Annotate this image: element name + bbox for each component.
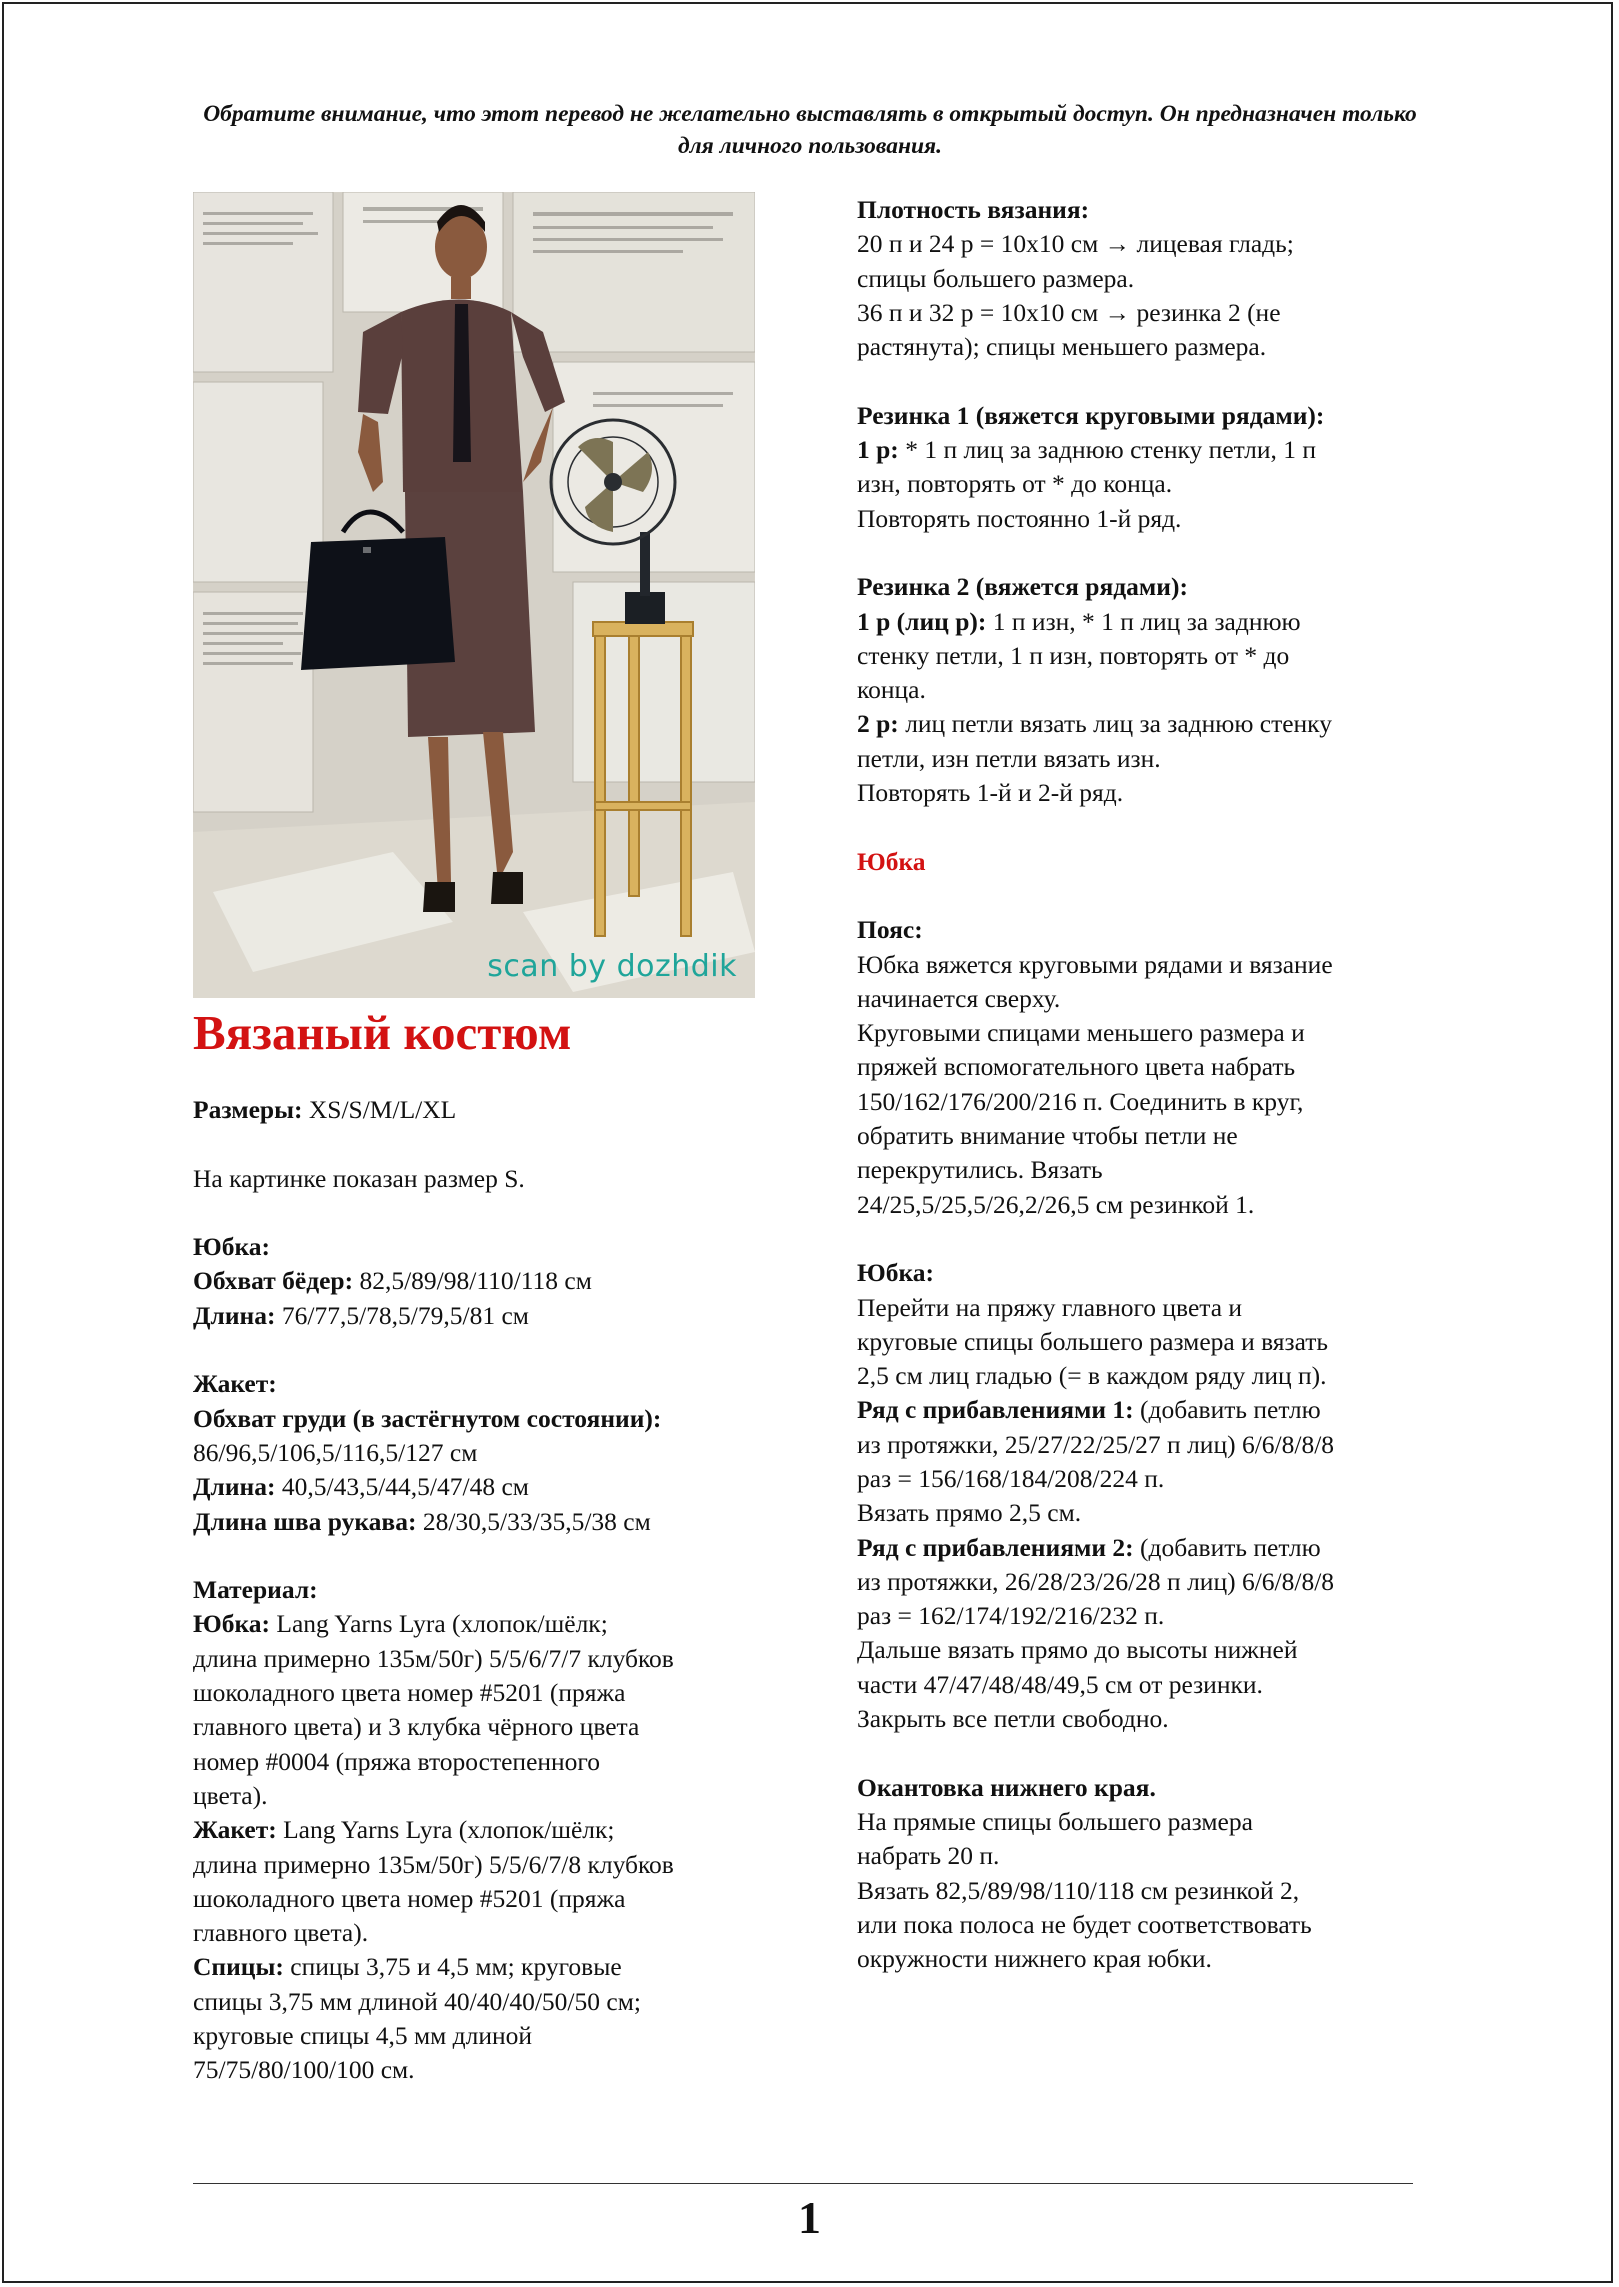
material-skirt-text: длина примерно 135м/50г) 5/5/6/7/7 клубков <box>193 1643 674 1673</box>
bust-label: Обхват груди (в застёгнутом состоянии): <box>193 1403 662 1433</box>
rib1-heading: Резинка 1 (вяжется круговыми рядами): <box>857 400 1325 430</box>
photo-illustration <box>193 192 755 998</box>
translation-notice: Обратите внимание, что этот перевод не желательно выставлять в открытый доступ. Он предназначен только для личного пользования. <box>203 101 1417 159</box>
sizes-label: Размеры: <box>193 1095 303 1124</box>
edge-text: Вязать 82,5/89/98/110/118 см резинкой 2, <box>857 1875 1300 1905</box>
waist-text: обратить внимание чтобы петли не <box>857 1121 1238 1151</box>
needles-text: 75/75/80/100/100 см. <box>193 2055 415 2085</box>
rib2-text: 1 п изн, * 1 п лиц за заднюю <box>986 606 1301 636</box>
page-title: Вязаный костюм <box>193 1005 572 1060</box>
increase-row-2 <box>857 1531 1427 1565</box>
gauge-text: растянута); спицы меньшего размера. <box>857 332 1267 362</box>
needles-text: спицы 3,75 и 4,5 мм; круговые <box>283 1952 622 1982</box>
material-heading: Материал: <box>193 1575 318 1605</box>
gauge-heading: Плотность вязания: <box>857 195 1090 224</box>
left-column <box>193 1093 793 2088</box>
sleeve-line <box>193 1505 793 1539</box>
gauge-text: 36 п и 32 р = 10х10 см → резинка 2 (не <box>857 297 1281 327</box>
waist-text: 24/25,5/25,5/26,2/26,5 см резинкой 1. <box>857 1189 1255 1219</box>
hips-value: 82,5/89/98/110/118 см <box>353 1266 592 1296</box>
waist-text: пряжей вспомогательного цвета набрать <box>857 1052 1296 1082</box>
scan-credit: scan by dozhdik <box>487 949 737 984</box>
rib2-repeat: Повторять 1-й и 2-й ряд. <box>857 778 1124 808</box>
skirt-heading: Юбка: <box>193 1232 271 1262</box>
increase-row-2-label: Ряд с прибавлениями 2: <box>857 1532 1134 1562</box>
increase-text: (добавить петлю <box>1133 1395 1321 1425</box>
skirt-text: 2,5 см лиц гладью (= в каждом ряду лиц п). <box>857 1361 1327 1391</box>
jacket-length-line <box>193 1470 793 1504</box>
waist-text: Юбка вяжется круговыми рядами и вязание <box>857 949 1333 979</box>
waist-text: начинается сверху. <box>857 983 1061 1013</box>
material-skirt-text: главного цвета) и 3 клубка чёрного цвета <box>193 1712 640 1742</box>
increase-text: из протяжки, 26/28/23/26/28 п лиц) 6/6/8/8/8 <box>857 1566 1335 1596</box>
shown-size: На картинке показан размер S. <box>193 1163 525 1193</box>
skirt-length-label: Длина: <box>193 1300 276 1330</box>
material-skirt-text: цвета). <box>193 1780 268 1810</box>
model-photo <box>193 192 755 998</box>
material-skirt <box>193 1607 793 1641</box>
continue-text: части 47/47/48/48/49,5 см от резинки. <box>857 1669 1263 1699</box>
material-skirt-text: шоколадного цвета номер #5201 (пряжа <box>193 1678 626 1708</box>
sizes-line <box>193 1093 793 1127</box>
edge-heading: Окантовка нижнего края. <box>857 1772 1156 1802</box>
material-jacket-text: Lang Yarns Lyra (хлопок/шёлк; <box>276 1815 615 1845</box>
footer-rule <box>193 2183 1413 2184</box>
needles <box>193 1950 793 1984</box>
material-skirt-label: Юбка: <box>193 1609 271 1639</box>
bust-value: 86/96,5/106,5/116,5/127 см <box>193 1437 478 1467</box>
rib2-row2 <box>857 707 1427 741</box>
rib2-row1-label: 1 р (лиц р): <box>857 606 987 636</box>
rib1-row1-label: 1 р: <box>857 435 899 465</box>
skirt-section-heading: Юбка <box>857 846 926 876</box>
material-jacket-text: длина примерно 135м/50г) 5/5/6/7/8 клубков <box>193 1849 674 1879</box>
right-column <box>857 193 1427 1976</box>
waist-text: перекрутились. Вязать <box>857 1155 1103 1185</box>
continue-text: Закрыть все петли свободно. <box>857 1704 1169 1734</box>
edge-text: или пока полоса не будет соответствовать <box>857 1909 1312 1939</box>
material-skirt-text: Lang Yarns Lyra (хлопок/шёлк; <box>270 1609 608 1639</box>
rib1-repeat: Повторять постоянно 1-й ряд. <box>857 503 1182 533</box>
gauge-text: 20 п и 24 р = 10х10 см → лицевая гладь; <box>857 229 1294 259</box>
waist-text: 150/162/176/200/216 п. Соединить в круг, <box>857 1086 1304 1116</box>
skirt-text: круговые спицы большего размера и вязать <box>857 1326 1329 1356</box>
rib2-row1 <box>857 605 1427 639</box>
hips-label: Обхват бёдер: <box>193 1266 354 1296</box>
sleeve-value: 28/30,5/33/35,5/38 см <box>416 1506 651 1536</box>
jacket-length-value: 40,5/43,5/44,5/47/48 см <box>275 1472 529 1502</box>
needles-label: Спицы: <box>193 1952 284 1982</box>
material-jacket-label: Жакет: <box>193 1815 277 1845</box>
rib1-text: * 1 п лиц за заднюю стенку петли, 1 п <box>898 435 1317 465</box>
continue-text: Дальше вязать прямо до высоты нижней <box>857 1635 1298 1665</box>
rib2-text: петли, изн петли вязать изн. <box>857 743 1161 773</box>
rib2-text: стенку петли, 1 п изн, повторять от * до <box>857 640 1290 670</box>
edge-text: окружности нижнего края юбки. <box>857 1944 1212 1974</box>
rib1-text: изн, повторять от * до конца. <box>857 469 1173 499</box>
rib2-text: конца. <box>857 675 926 705</box>
page-number: 1 <box>798 2192 821 2243</box>
skirt-text: Перейти на пряжу главного цвета и <box>857 1292 1243 1322</box>
material-jacket-text: шоколадного цвета номер #5201 (пряжа <box>193 1883 626 1913</box>
rib2-row2-label: 2 р: <box>857 709 899 739</box>
sleeve-label: Длина шва рукава: <box>193 1506 417 1536</box>
increase-row-1-label: Ряд с прибавлениями 1: <box>857 1395 1134 1425</box>
waist-text: Круговыми спицами меньшего размера и <box>857 1018 1305 1048</box>
jacket-heading: Жакет: <box>193 1369 277 1399</box>
rib2-text: лиц петли вязать лиц за заднюю стенку <box>898 709 1332 739</box>
needles-text: круговые спицы 4,5 мм длиной <box>193 2021 533 2051</box>
hips-line <box>193 1264 793 1298</box>
skirt-length-value: 76/77,5/78,5/79,5/81 см <box>275 1300 529 1330</box>
increase-text: раз = 162/174/192/216/232 п. <box>857 1601 1165 1631</box>
needles-text: спицы 3,75 мм длиной 40/40/40/50/50 см; <box>193 1986 641 2016</box>
increase-text: (добавить петлю <box>1133 1532 1321 1562</box>
edge-text: набрать 20 п. <box>857 1841 1000 1871</box>
rib2-heading: Резинка 2 (вяжется рядами): <box>857 572 1188 602</box>
skirt-length-line <box>193 1299 793 1333</box>
material-jacket <box>193 1813 793 1847</box>
jacket-length-label: Длина: <box>193 1472 276 1502</box>
rib1-row1 <box>857 433 1427 467</box>
skirt-body-heading: Юбка: <box>857 1258 935 1288</box>
gauge-text: спицы большего размера. <box>857 263 1135 293</box>
increase-text: из протяжки, 25/27/22/25/27 п лиц) 6/6/8/8/8 <box>857 1429 1335 1459</box>
material-jacket-text: главного цвета). <box>193 1918 369 1948</box>
sizes-value: XS/S/M/L/XL <box>302 1095 457 1124</box>
increase-row-1 <box>857 1393 1427 1427</box>
increase-text: раз = 156/168/184/208/224 п. <box>857 1463 1165 1493</box>
material-skirt-text: номер #0004 (пряжа второстепенного <box>193 1746 601 1776</box>
waist-heading: Пояс: <box>857 915 923 945</box>
straight-text: Вязать прямо 2,5 см. <box>857 1498 1082 1528</box>
edge-text: На прямые спицы большего размера <box>857 1806 1253 1836</box>
